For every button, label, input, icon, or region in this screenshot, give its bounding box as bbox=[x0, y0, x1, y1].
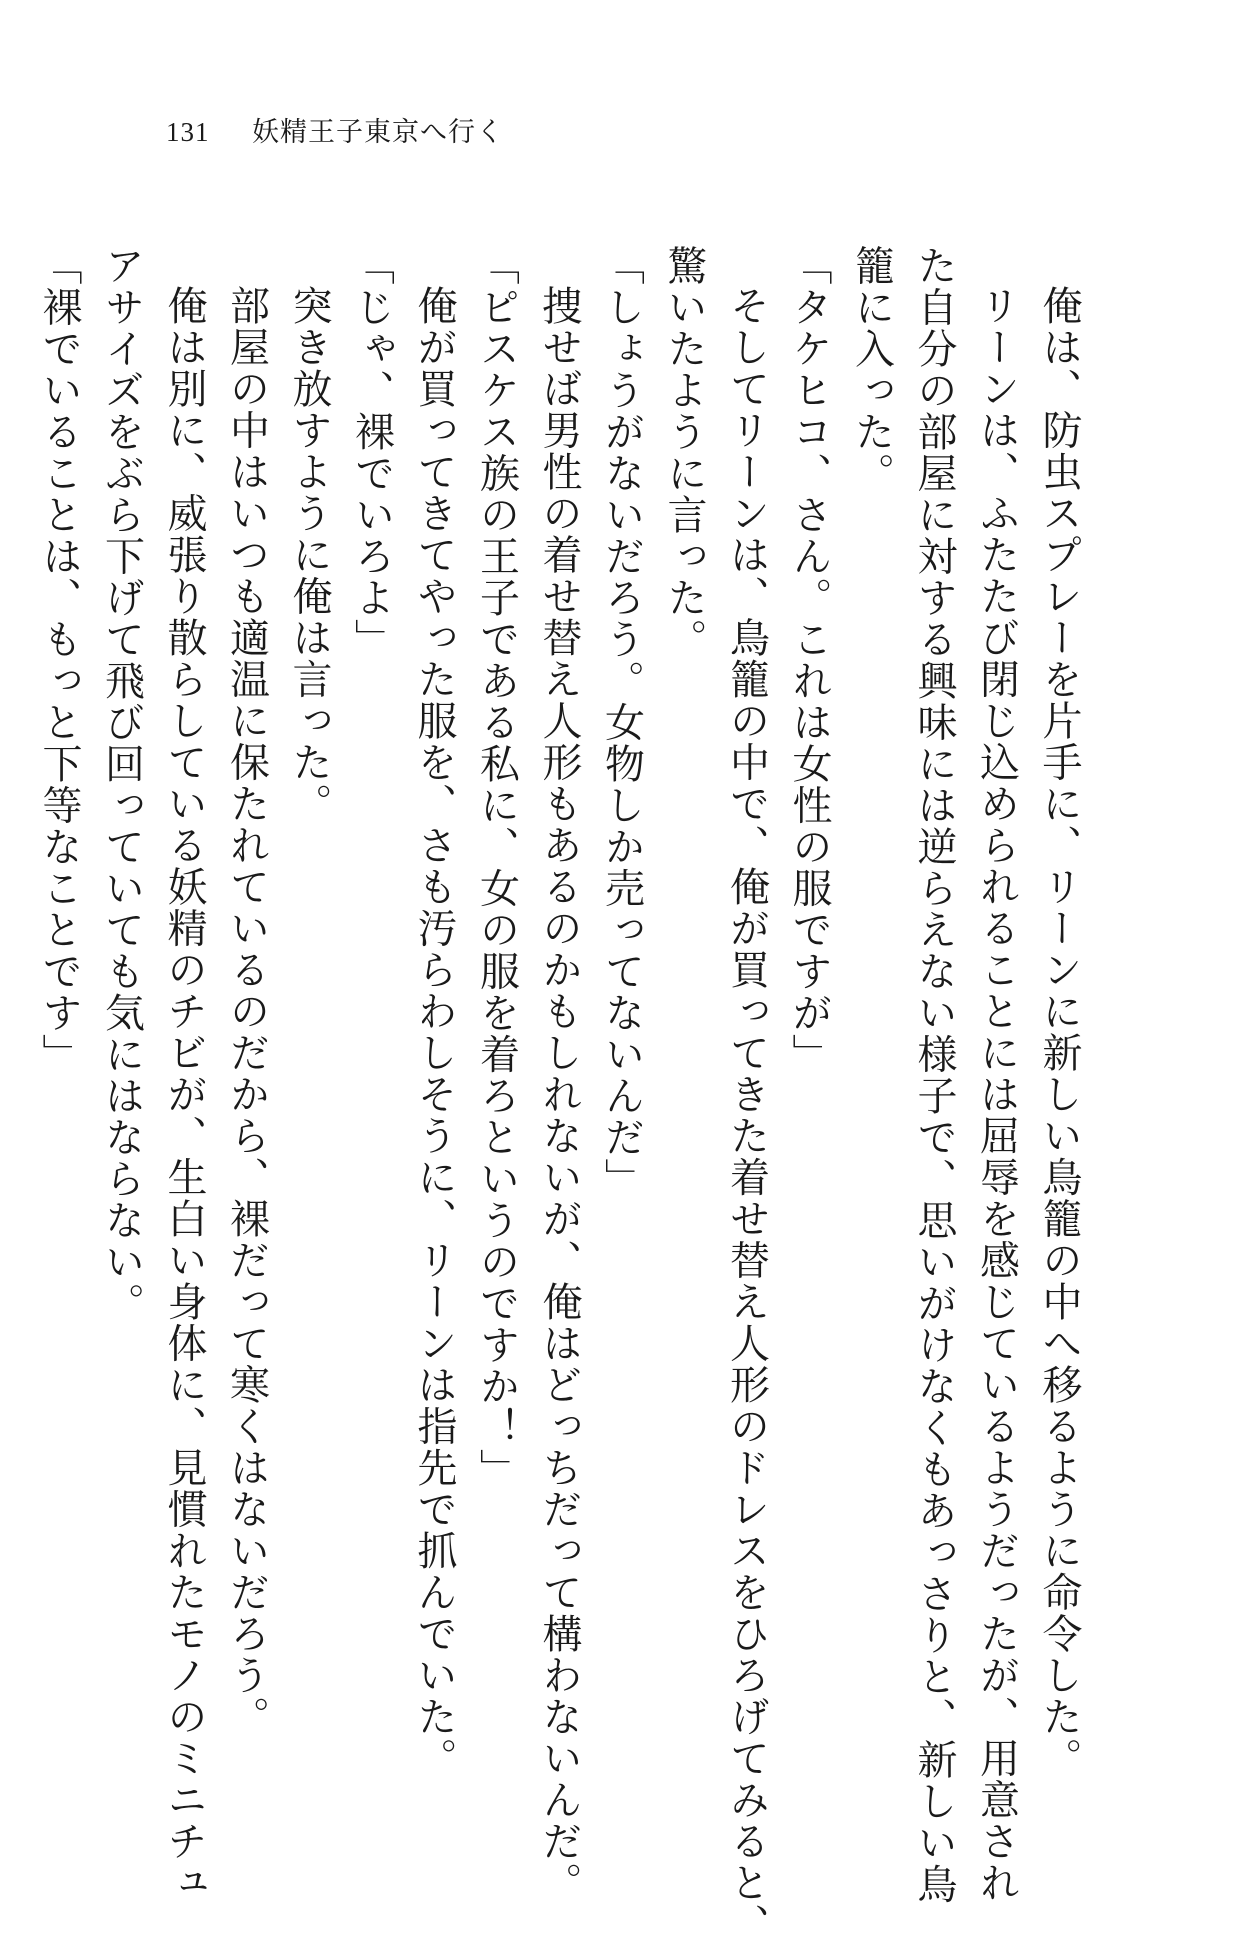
text-line: 籠に入った。 bbox=[848, 245, 895, 494]
text-line: 部屋の中はいつも適温に保たれているのだから、裸だって寒くはないだろう。 bbox=[223, 285, 270, 1738]
text-line: 突き放すように俺は言った。 bbox=[286, 285, 332, 825]
text-line: 「タケヒコ、さん。これは女性の服ですが」 bbox=[786, 245, 832, 1075]
vertical-body-text bbox=[36, 245, 1090, 1945]
text-line: リーンは、ふたたび閉じ込められることには屈辱を感じているようだったが、用意され bbox=[973, 285, 1020, 1904]
text-line: 「ピスケス族の王子である私に、女の服を着ろというのですか！」 bbox=[473, 245, 520, 1490]
text-line: 「しょうがないだろう。女物しか売ってないんだ」 bbox=[598, 245, 645, 1200]
text-line: 驚いたように言った。 bbox=[661, 245, 707, 660]
text-line: 俺は、防虫スプレーを片手に、リーンに新しい鳥籠の中へ移るように命令した。 bbox=[1036, 285, 1082, 1779]
page-number: 131 bbox=[166, 117, 210, 147]
running-header bbox=[166, 110, 504, 150]
text-line: 「裸でいることは、もっと下等なことです」 bbox=[36, 245, 82, 1075]
text-line: アサイズをぶら下げて飛び回っていても気にはならない。 bbox=[98, 245, 145, 1324]
text-line: 「じゃ、裸でいろよ」 bbox=[348, 245, 395, 660]
text-line: た自分の部屋に対する興味には逆らえない様子で、思いがけなくもあっさりと、新しい鳥 bbox=[911, 245, 957, 1905]
text-line: そしてリーンは、鳥籠の中で、俺が買ってきた着せ替え人形のドレスをひろげてみると、 bbox=[723, 285, 770, 1945]
text-line: 俺は別に、威張り散らしている妖精のチビが、生白い身体に、見慣れたモノのミニチュ bbox=[161, 285, 207, 1904]
book-title: 妖精王子東京へ行く bbox=[252, 117, 504, 148]
text-line: 俺が買ってきてやった服を、さも汚らわしそうに、リーンは指先で抓んでいた。 bbox=[411, 285, 457, 1779]
text-line: 捜せば男性の着せ替え人形もあるのかもしれないが、俺はどっちだって構わないんだ。 bbox=[536, 285, 582, 1904]
